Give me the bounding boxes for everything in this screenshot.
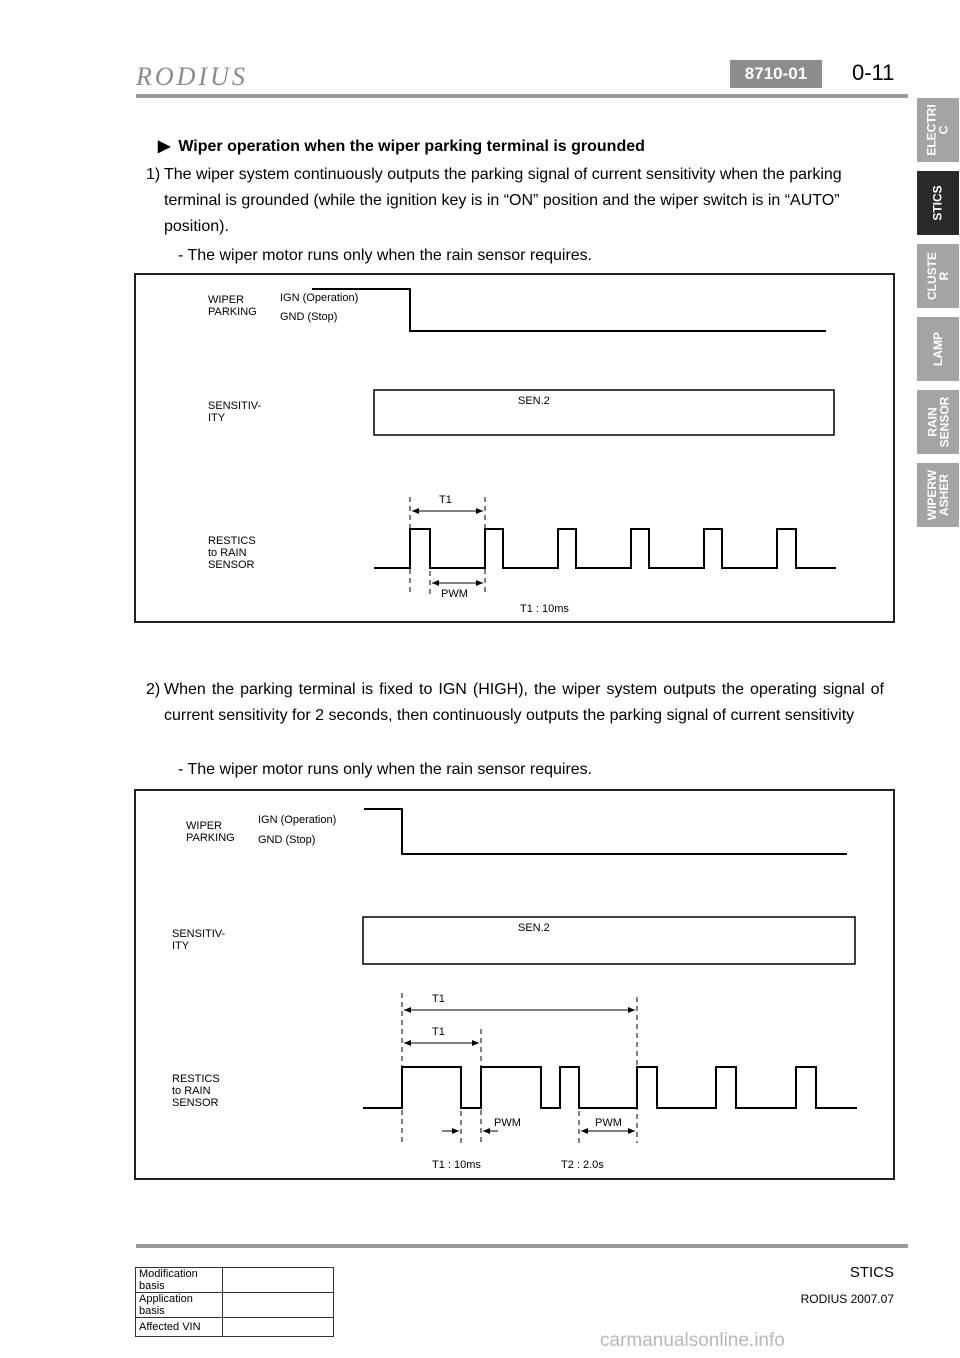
modification-basis-label: Modification basis: [136, 1268, 223, 1293]
ign-label: IGN (Operation): [258, 814, 337, 826]
t1-value-label: T1 : 10ms: [432, 1159, 481, 1171]
item-2-text: When the parking terminal is fixed to IGN (HIGH), the wiper system outputs the operating signal of current sensitivity for 2 seconds, then continuously outputs the parking signal of current sensitivity: [164, 681, 884, 724]
modification-table: [135, 1267, 334, 1337]
sensitivity-label: SENSITIV- ITY: [172, 928, 226, 952]
item-1-note: - The wiper motor runs only when the rain sensor requires.: [178, 247, 593, 264]
gnd-label: GND (Stop): [280, 311, 338, 323]
t1-long-arrowhead-left: [404, 1007, 411, 1013]
restics-pulse-train: [374, 529, 836, 568]
side-tab-lamp[interactable]: LAMP: [917, 317, 959, 381]
restics-label: RESTICS to RAIN SENSOR: [172, 1073, 220, 1109]
pwm1-arrowhead-left: [452, 1128, 459, 1134]
timing-diagram-2: [134, 789, 895, 1180]
sen-label: SEN.2: [518, 922, 550, 934]
pwm-arrowhead-right: [476, 580, 483, 586]
side-tab-stics[interactable]: STICS: [917, 171, 959, 235]
wiper-parking-label: WIPER PARKING: [186, 820, 235, 844]
wiper-parking-signal: [312, 289, 826, 331]
footer-rule: [136, 1244, 908, 1248]
sensitivity-block: [374, 390, 834, 435]
wiper-parking-label: WIPER PARKING: [208, 294, 257, 318]
side-tab-rain-sensor[interactable]: RAIN SENSOR: [917, 390, 959, 454]
sensitivity-block: [363, 917, 855, 964]
item-1-number: 1): [146, 166, 161, 183]
pwm2-arrowhead-right: [628, 1128, 635, 1134]
table-row: [136, 1293, 334, 1318]
t1-short-arrowhead-right: [472, 1040, 479, 1046]
application-basis-value: [223, 1293, 334, 1318]
sen-label: SEN.2: [518, 395, 550, 407]
table-row: [136, 1318, 334, 1337]
restics-label: RESTICS to RAIN SENSOR: [208, 535, 256, 571]
application-basis-label: Application basis: [136, 1293, 223, 1318]
section-code-badge: 8710-01: [730, 60, 822, 88]
gnd-label: GND (Stop): [258, 834, 316, 846]
header-rule: [136, 94, 908, 98]
t1-long-label: T1: [432, 993, 445, 1005]
wiper-parking-signal: [364, 809, 847, 854]
page-number: 0-11: [852, 60, 895, 85]
timing-waveforms-1: [136, 275, 893, 621]
pwm-label-1: PWM: [494, 1117, 521, 1129]
t1-long-arrowhead-right: [628, 1007, 635, 1013]
t2-value-label: T2 : 2.0s: [561, 1159, 604, 1171]
watermark: carmanualsonline.info: [600, 1330, 785, 1351]
t1-arrowhead-right: [476, 508, 483, 514]
t1-label: T1: [439, 494, 452, 506]
sensitivity-label: SENSITIV- ITY: [208, 400, 262, 424]
item-2-note: - The wiper motor runs only when the rain sensor requires.: [178, 761, 593, 778]
t1-short-label: T1: [432, 1026, 445, 1038]
t1-value-label: T1 : 10ms: [520, 603, 569, 615]
pwm1-arrowhead-right: [483, 1128, 490, 1134]
t1-arrowhead-left: [412, 508, 419, 514]
footer-section-name: STICS: [849, 1264, 894, 1281]
footer-model-date: RODIUS 2007.07: [800, 1292, 894, 1306]
affected-vin-value: [223, 1318, 334, 1337]
affected-vin-label: Affected VIN: [136, 1318, 223, 1337]
side-tab-wiper-washer[interactable]: WIPERW ASHER: [917, 463, 959, 527]
timing-diagram-1: [134, 273, 895, 623]
table-row: [136, 1268, 334, 1293]
item-1-text: The wiper system continuously outputs the parking signal of current sensitivity when the parking terminal is grounded (while the ignition key is in “ON” position and the wiper switch is in “AUTO” position).: [164, 166, 842, 235]
pwm-arrowhead-left: [432, 580, 439, 586]
brand-logo: RODIUS: [136, 62, 248, 91]
side-tab-electric[interactable]: ELECTRI C: [917, 98, 959, 162]
section-heading: ▶ Wiper operation when the wiper parking terminal is grounded: [158, 138, 645, 155]
timing-waveforms-2: [136, 791, 893, 1178]
t1-short-arrowhead-left: [404, 1040, 411, 1046]
item-2-number: 2): [146, 681, 161, 698]
modification-basis-value: [223, 1268, 334, 1293]
restics-pulse-train: [363, 1067, 857, 1108]
pwm-label: PWM: [441, 588, 468, 600]
pwm-label-2: PWM: [595, 1117, 622, 1129]
side-tab-cluster[interactable]: CLUSTE R: [917, 244, 959, 308]
ign-label: IGN (Operation): [280, 292, 359, 304]
pwm2-arrowhead-left: [581, 1128, 588, 1134]
triangle-bullet-icon: ▶: [158, 138, 171, 155]
